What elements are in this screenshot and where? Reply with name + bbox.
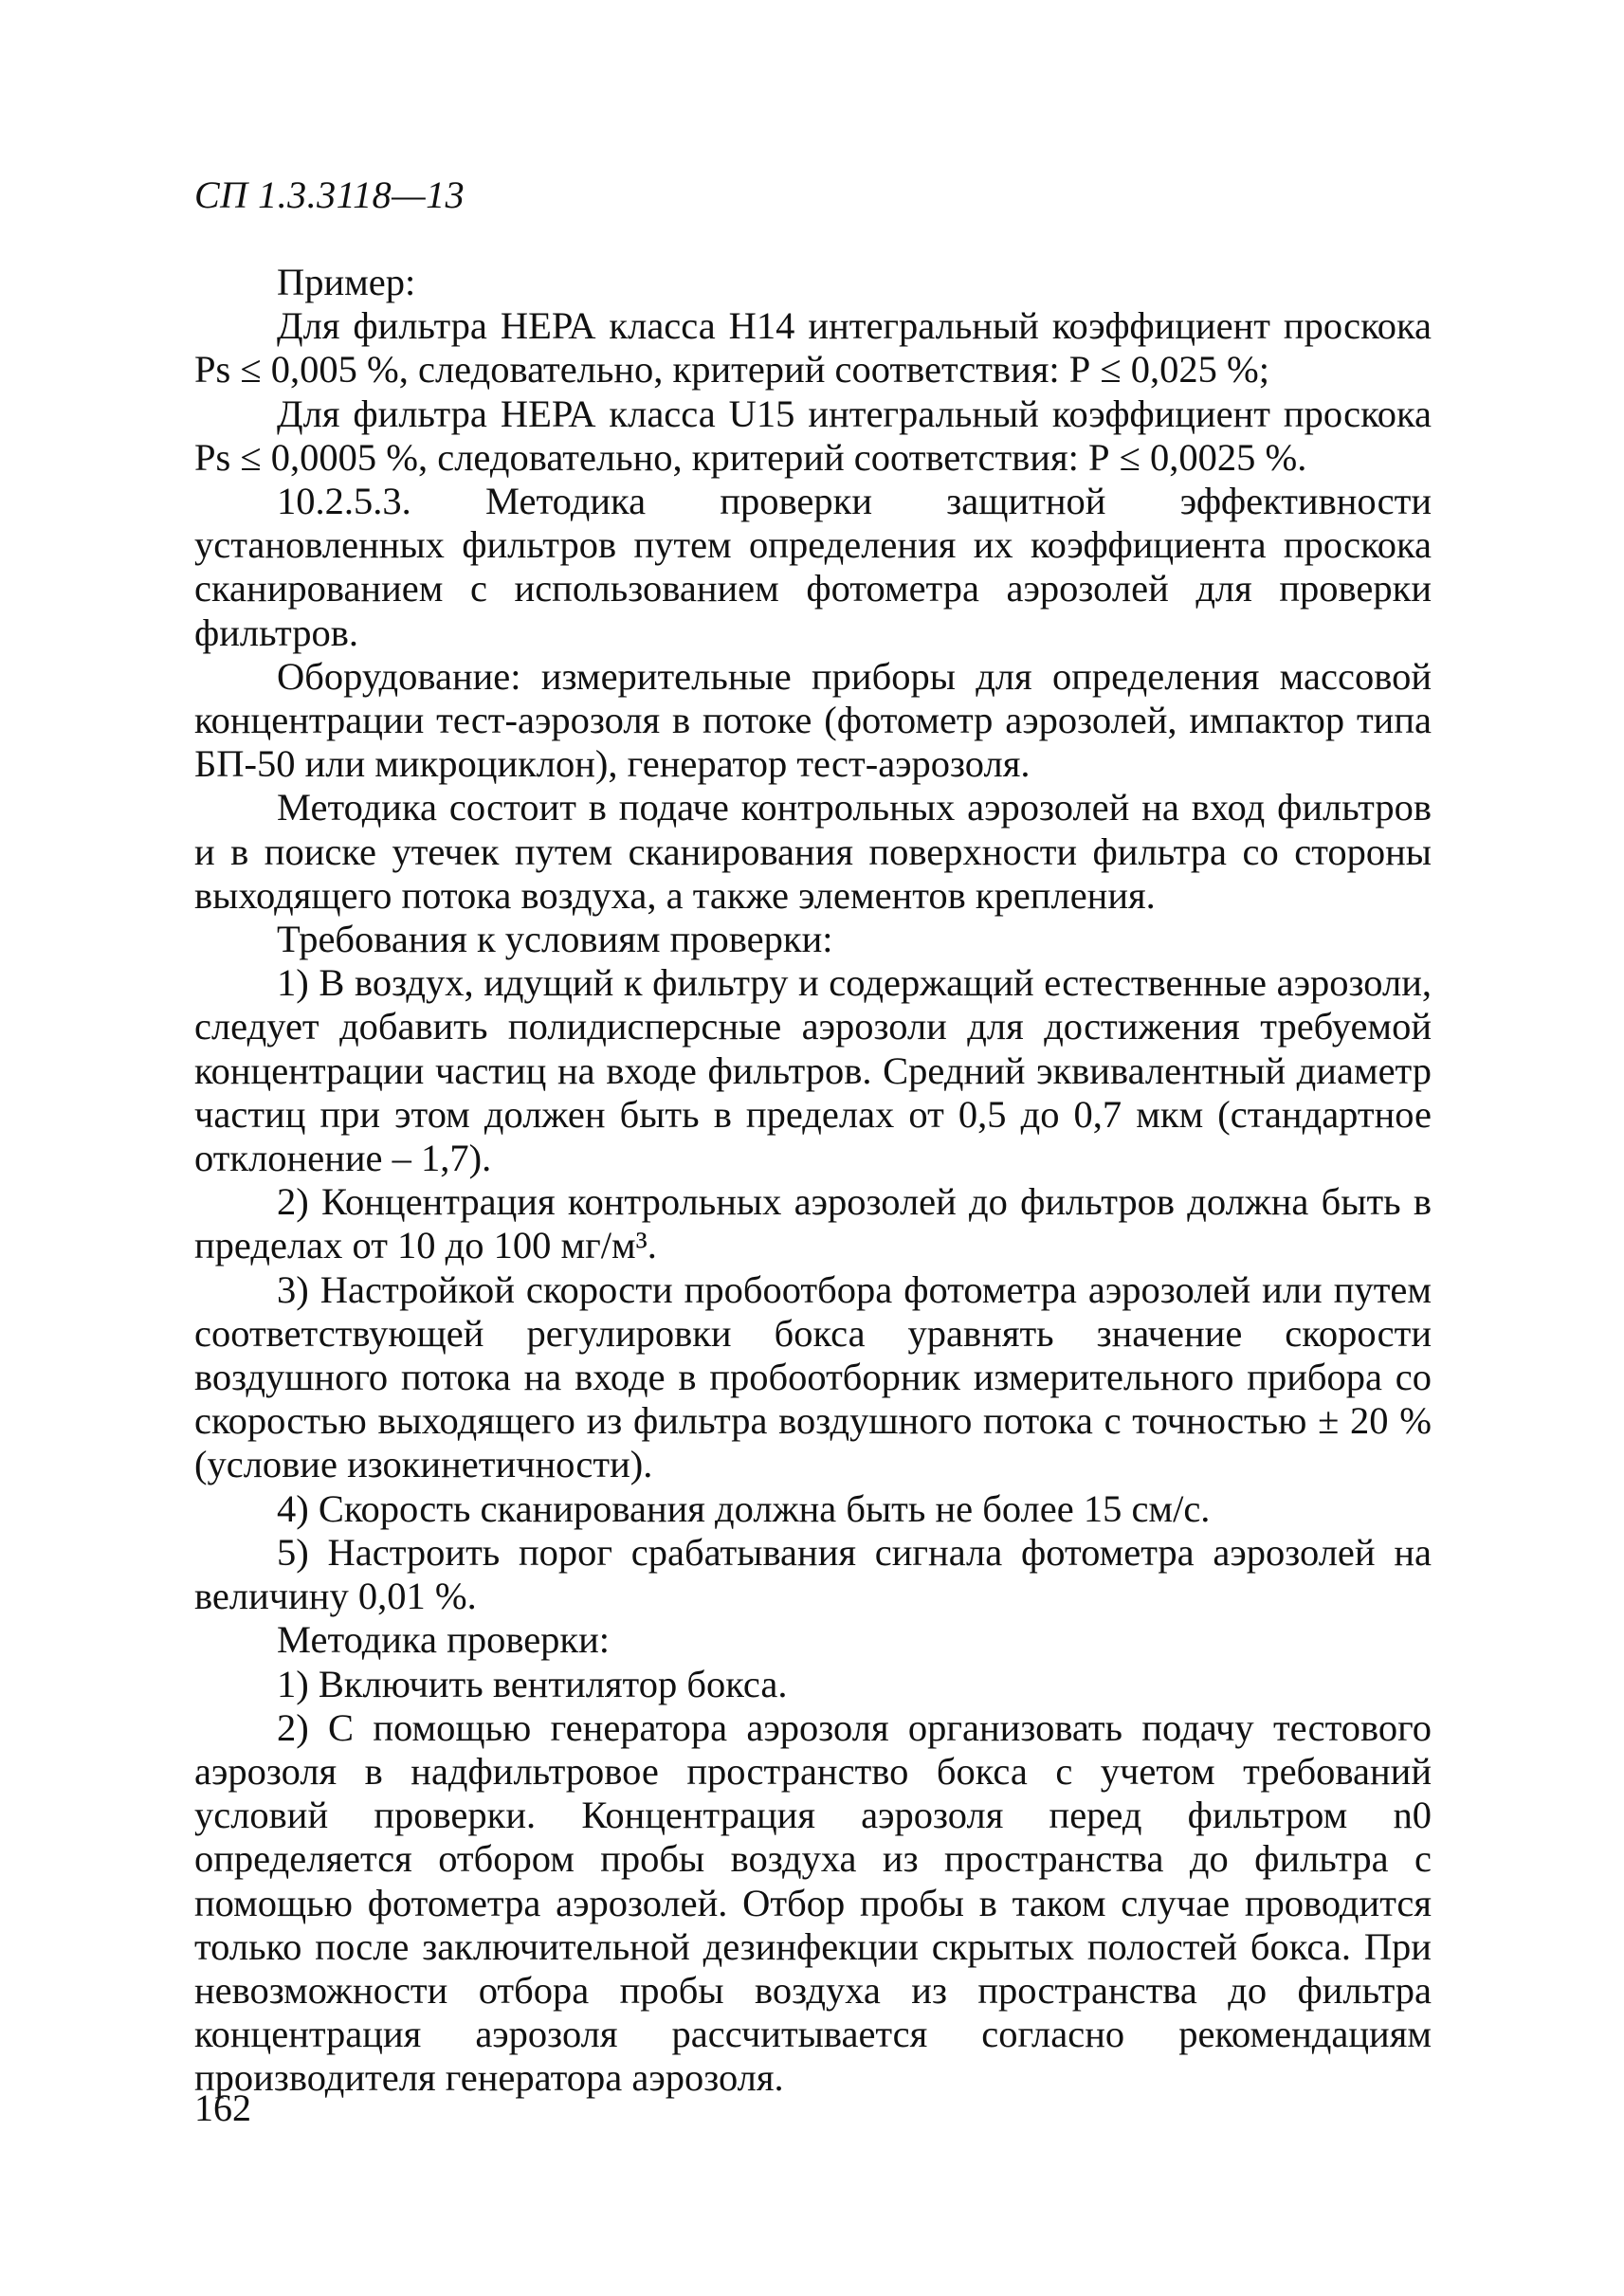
page-number: 162 <box>194 2086 251 2129</box>
paragraph: Для фильтра НЕРА класса Н14 интегральный коэффициент проскока Ps ≤ 0,005 %, следовательно, критерий соответствия: Р ≤ 0,025 %; <box>194 304 1432 392</box>
paragraph: Методика состоит в подаче контрольных аэрозолей на вход фильтров и в поиске утечек путем сканирования поверхности фильтра со стороны выходящего потока воздуха, а также элементов крепления. <box>194 786 1432 917</box>
paragraph: 4) Скорость сканирования должна быть не более 15 см/с. <box>277 1486 1211 1530</box>
paragraph: Методика проверки: <box>277 1618 611 1662</box>
paragraph: Требования к условиям проверки: <box>277 918 833 961</box>
paragraph: 5) Настроить порог срабатывания сигнала фотометра аэрозолей на величину 0,01 %. <box>194 1530 1432 1618</box>
paragraph: Пример: <box>277 261 416 303</box>
document-code-header: СП 1.3.3118—13 <box>194 173 465 216</box>
paragraph: 1) Включить вентилятор бокса. <box>277 1662 788 1705</box>
paragraph: Для фильтра НЕРА класса U15 интегральный коэффициент проскока Ps ≤ 0,0005 %, следовательно, критерий соответствия: Р ≤ 0,0025 %. <box>194 392 1432 479</box>
paragraph: Оборудование: измерительные приборы для определения массовой концентрации тест-аэрозоля в потоке (фотометр аэрозолей, импактор типа БП-50 или микроциклон), генератор тест-аэрозоля. <box>194 654 1432 786</box>
paragraph: 3) Настройкой скорости пробоотбора фотометра аэрозолей или путем соответствующей регулировки бокса уравнять значение скорости воздушного потока на входе в пробоотборник измерительного прибора со скоростью выходящего из фильтра воздушного потока с точностью ± 20 % (условие изокинетичности). <box>194 1267 1432 1486</box>
paragraph: 2) Концентрация контрольных аэрозолей до фильтров должна быть в пределах от 10 до 100 мг/м³. <box>194 1180 1432 1267</box>
paragraph: 2) С помощью генератора аэрозоля организовать подачу тестового аэрозоля в надфильтровое пространство бокса с учетом требований условий проверки. Концентрация аэрозоля перед фильтром n0 определяется отбором пробы воздуха из пространства до фильтра с помощью фотометра аэрозолей. Отбор пробы в таком случае проводится только после заключительной дезинфекции скрытых полостей бокса. При невозможности отбора пробы воздуха из пространства до фильтра концентрация аэрозоля рассчитывается согласно рекомендациям производителя генератора аэрозоля. <box>194 1705 1432 2100</box>
paragraph: 10.2.5.3. Методика проверки защитной эффективности установленных фильтров путем определения их коэффициента проскока сканированием с использованием фотометра аэрозолей для проверки фильтров. <box>194 480 1432 654</box>
paragraph: 1) В воздух, идущий к фильтру и содержащий естественные аэрозоли, следует добавить полидисперсные аэрозоли для достижения требуемой концентрации частиц на входе фильтров. Средний эквивалентный диаметр частиц при этом должен быть в пределах от 0,5 до 0,7 мкм (стандартное отклонение – 1,7). <box>194 961 1432 1180</box>
document-body <box>194 261 1432 2101</box>
